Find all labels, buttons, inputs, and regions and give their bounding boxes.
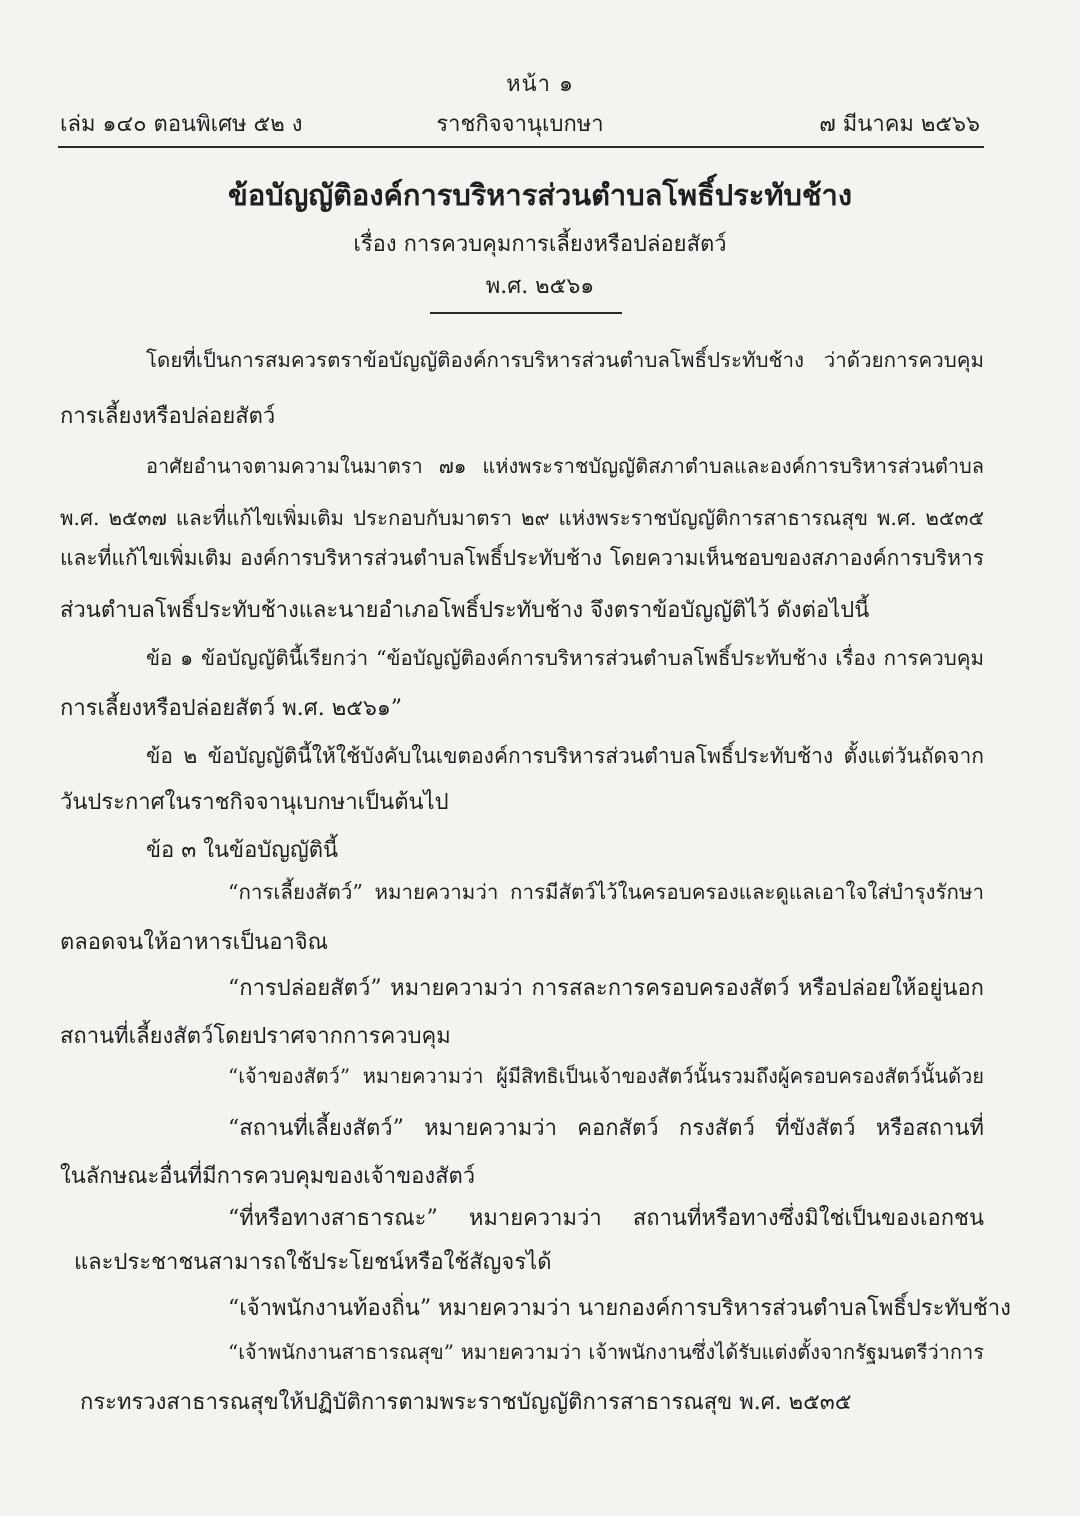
document-year: พ.ศ. ๒๕๖๑ — [485, 274, 595, 299]
body-line: ข้อ ๒ ข้อบัญญัตินี้ให้ใช้บังคับในเขตองค์การบริหารส่วนตำบลโพธิ์ประทับช้าง ตั้งแต่วันถัดจาก — [146, 744, 984, 768]
header-divider — [58, 146, 984, 148]
body-line: โดยที่เป็นการสมควรตราข้อบัญญัติองค์การบริหารส่วนตำบลโพธิ์ประทับช้าง ว่าด้วยการควบคุม — [146, 348, 984, 372]
body-line: ตลอดจนให้อาหารเป็นอาจิณ — [60, 930, 329, 955]
body-line: “การเลี้ยงสัตว์” หมายความว่า การมีสัตว์ไว้ในครอบครองและดูแลเอาใจใส่บำรุงรักษา — [228, 880, 984, 904]
body-line: และที่แก้ไขเพิ่มเติม องค์การบริหารส่วนตำบลโพธิ์ประทับช้าง โดยความเห็นชอบของสภาองค์การบริหาร — [60, 546, 984, 570]
document-title: ข้อบัญญัติองค์การบริหารส่วนตำบลโพธิ์ประทับช้าง — [228, 178, 852, 212]
body-line: “เจ้าพนักงานท้องถิ่น” หมายความว่า นายกองค์การบริหารส่วนตำบลโพธิ์ประทับช้าง — [228, 1296, 1011, 1321]
document-subject: เรื่อง การควบคุมการเลี้ยงหรือปล่อยสัตว์ — [353, 232, 727, 257]
body-line: ข้อ ๑ ข้อบัญญัตินี้เรียกว่า “ข้อบัญญัติองค์การบริหารส่วนตำบลโพธิ์ประทับช้าง เรื่อง การควบคุม — [146, 646, 984, 670]
title-divider — [430, 312, 622, 314]
body-line: ข้อ ๓ ในข้อบัญญัตินี้ — [146, 838, 339, 863]
body-line: พ.ศ. ๒๕๓๗ และที่แก้ไขเพิ่มเติม ประกอบกับมาตรา ๒๙ แห่งพระราชบัญญัติการสาธารณสุข พ.ศ. ๒๕๓๕ — [60, 506, 984, 530]
gazette-name: ราชกิจจานุเบกษา — [436, 112, 604, 137]
body-line: “เจ้าของสัตว์” หมายความว่า ผู้มีสิทธิเป็นเจ้าของสัตว์นั้นรวมถึงผู้ครอบครองสัตว์นั้นด้วย — [228, 1064, 984, 1088]
body-line: การเลี้ยงหรือปล่อยสัตว์ — [60, 404, 276, 429]
body-line: วันประกาศในราชกิจจานุเบกษาเป็นต้นไป — [60, 790, 449, 815]
body-line: ในลักษณะอื่นที่มีการควบคุมของเจ้าของสัตว์ — [60, 1164, 476, 1189]
body-line: “สถานที่เลี้ยงสัตว์” หมายความว่า คอกสัตว์ กรงสัตว์ ที่ขังสัตว์ หรือสถานที่ — [228, 1116, 984, 1141]
body-line: อาศัยอำนาจตามความในมาตรา ๗๑ แห่งพระราชบัญญัติสภาตำบลและองค์การบริหารส่วนตำบล — [146, 454, 984, 478]
body-line: “เจ้าพนักงานสาธารณสุข” หมายความว่า เจ้าพนักงานซึ่งได้รับแต่งตั้งจากรัฐมนตรีว่าการ — [228, 1340, 984, 1364]
body-line: การเลี้ยงหรือปล่อยสัตว์ พ.ศ. ๒๕๖๑” — [60, 696, 403, 721]
publication-date: ๗ มีนาคม ๒๕๖๖ — [819, 112, 980, 137]
gazette-header — [60, 106, 980, 140]
body-line: กระทรวงสาธารณสุขให้ปฏิบัติการตามพระราชบัญญัติการสาธารณสุข พ.ศ. ๒๕๓๕ — [80, 1390, 852, 1415]
body-line: “การปล่อยสัตว์” หมายความว่า การสละการครอบครองสัตว์ หรือปล่อยให้อยู่นอก — [228, 976, 984, 1001]
body-line: “ที่หรือทางสาธารณะ” หมายความว่า สถานที่หรือทางซึ่งมิใช่เป็นของเอกชน — [228, 1206, 984, 1231]
body-line: สถานที่เลี้ยงสัตว์โดยปราศจากการควบคุม — [60, 1024, 451, 1049]
page-number: หน้า ๑ — [506, 72, 574, 97]
volume-info: เล่ม ๑๔๐ ตอนพิเศษ ๕๒ ง — [60, 112, 303, 137]
body-line: และประชาชนสามารถใช้ประโยชน์หรือใช้สัญจรได้ — [74, 1250, 552, 1275]
body-line: ส่วนตำบลโพธิ์ประทับช้างและนายอำเภอโพธิ์ประทับช้าง จึงตราข้อบัญญัติไว้ ดังต่อไปนี้ — [60, 598, 870, 623]
